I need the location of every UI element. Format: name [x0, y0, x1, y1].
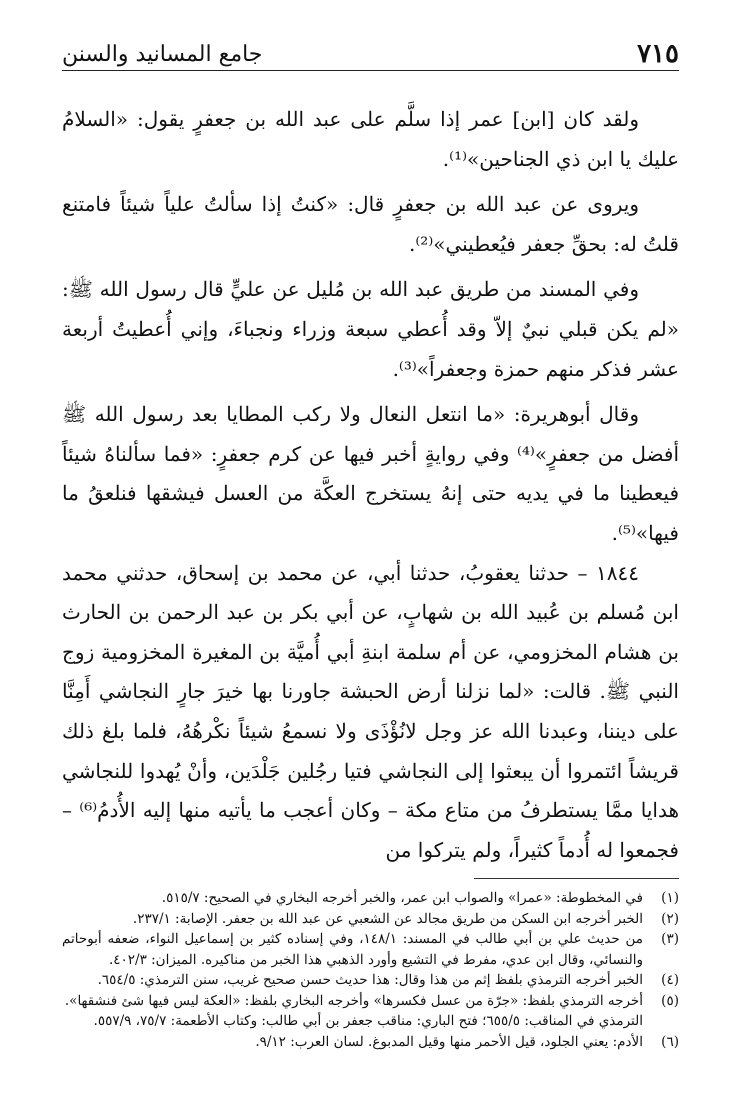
- footnote-text: الأدم: يعني الجلود، قيل الأحمر منها وقيل المدبوغ. لسان العرب: ٩/١٢.: [255, 1033, 643, 1050]
- footnotes: [62, 888, 679, 1052]
- footnote-1: [62, 888, 679, 909]
- footnote-number: (٤): [661, 972, 679, 988]
- footnote-text: الخبر أخرجه ابن السكن من طريق مجالد عن الشعبي عن عبد الله بن جعفر. الإصابة: ٢٣٧/١.: [132, 910, 643, 927]
- footnote-2: [62, 909, 679, 930]
- running-title: جامع المسانيد والسنن: [62, 41, 263, 67]
- paragraph-4: وقال أبوهريرة: «ما انتعل النعال ولا ركب المطايا بعد رسول الله ﷺ أفضل من جعفرٍ»⁽⁴⁾ وفي روايةٍ أخبر فيها عن كرم جعفرٍ: «فما سألناهُ شيئاً فيعطينا ما في يديه حتى إنهُ يستخرج العكَّة من العسل فيشقها فنلعقُ ما فيها»⁽⁵⁾.: [62, 402, 679, 545]
- footnote-text: أخرجه الترمذي بلفظ: «جرّة من عسل فكسرها» وأخرجه البخاري بلفظ: «العكة ليس فيها شئ فنشقها».: [64, 992, 643, 1009]
- paragraph-5: ١٨٤٤ – حدثنا يعقوبُ، حدثنا أبي، عن محمد بن إسحاق، حدثني محمد ابن مُسلم بن عُبيد الله بن شهابٍ، عن أبي بكر بن عبد الرحمن بن الحارث بن هشام المخزومي، عن أم سلمة ابنةِ أبي أُميَّة بن المغيرة المخزومية زوج النبي ﷺ. قالت: «لما نزلنا أرض الحبشة جاورنا بها خيرَ جارٍ النجاشي أَمِنَّا على ديننا، وعبدنا الله عز وجل لانُؤْذَى ولا نسمعُ شيئاً نكْرهُهُ، فلما بلغ ذلك قريشاً ائتمروا أن يبعثوا إلى النجاشي فتيا رجُلين جَلْدَين، وأنْ يُهدوا للنجاشي هدايا ممَّا يستطرفُ من متاع مكة – وكان أعجب ما يأتيه منها إليه الأُدمُ⁽⁶⁾ – فجمعوا له أُدماً كثيراً، ولم يتركوا من: [62, 560, 679, 862]
- footnote-6: [62, 1032, 679, 1053]
- footnote-5: [62, 991, 679, 1012]
- footnote-4: [62, 970, 679, 991]
- paragraph-2: ويروى عن عبد الله بن جعفرٍ قال: «كنتُ إذا سألتُ علياً شيئاً فامتنع قلتُ له: بحقِّ جعفر فيُعطيني»⁽²⁾.: [62, 192, 679, 256]
- footnote-number: (٦): [661, 1033, 679, 1050]
- paragraph-1: ولقد كان [ابن] عمر إذا سلَّم على عبد الله بن جعفرٍ يقول: «السلامُ عليك يا ابن ذي الجناحين»⁽¹⁾.: [62, 107, 679, 171]
- footnote-number: (٣): [661, 931, 679, 947]
- footnote-text: في المخطوطة: «عمرا» والصواب ابن عمر، والخبر أخرجه البخاري في الصحيح: ٥١٥/٧.: [161, 890, 643, 906]
- page-header: [62, 38, 679, 71]
- footnote-text: الخبر أخرجه الترمذي بلفظ إثم من هذا وقال: هذا حديث حسن صحيح غريب، سنن الترمذي: ٦٥٤/٥.: [97, 972, 643, 988]
- paragraph-3: وفي المسند من طريق عبد الله بن مُليل عن عليٍّ قال رسول الله ﷺ: «لم يكن قبلي نبيٌ إلاّ وقد أُعطي سبعة وزراء ونجباءَ، وإني أُعطيتُ أربعة عشر فذكر منهم حمزة وجعفراً»⁽³⁾.: [62, 277, 679, 381]
- footnote-number: (٥): [661, 992, 679, 1009]
- footnote-separator: [474, 878, 679, 879]
- footnote-number: (١): [661, 890, 679, 906]
- footnote-text: الترمذي في المناقب: ٦٥٥/٥؛ فتح الباري: مناقب جعفر بن أبي طالب: وكتاب الأطعمة: ٧٥/٧، ٥٥٧/٩.: [93, 1013, 643, 1029]
- main-text: [62, 100, 679, 870]
- footnote-5-continuation: [62, 1011, 679, 1032]
- page-number: ٧١٥: [637, 39, 679, 69]
- footnote-text: من حديث علي بن أبي طالب في المسند: ١٤٨/١، وفي إسناده كثير بن إسماعيل النواء، ضعفه أبوحاتم والنسائي، وقال ابن عدي، مفرط في التشيع وأورد الذهبي هذا الخبر من مناكيره. الميزان: ٤٠٢/٣.: [62, 931, 643, 968]
- footnote-number: (٢): [661, 910, 679, 927]
- footnote-3: [62, 929, 679, 970]
